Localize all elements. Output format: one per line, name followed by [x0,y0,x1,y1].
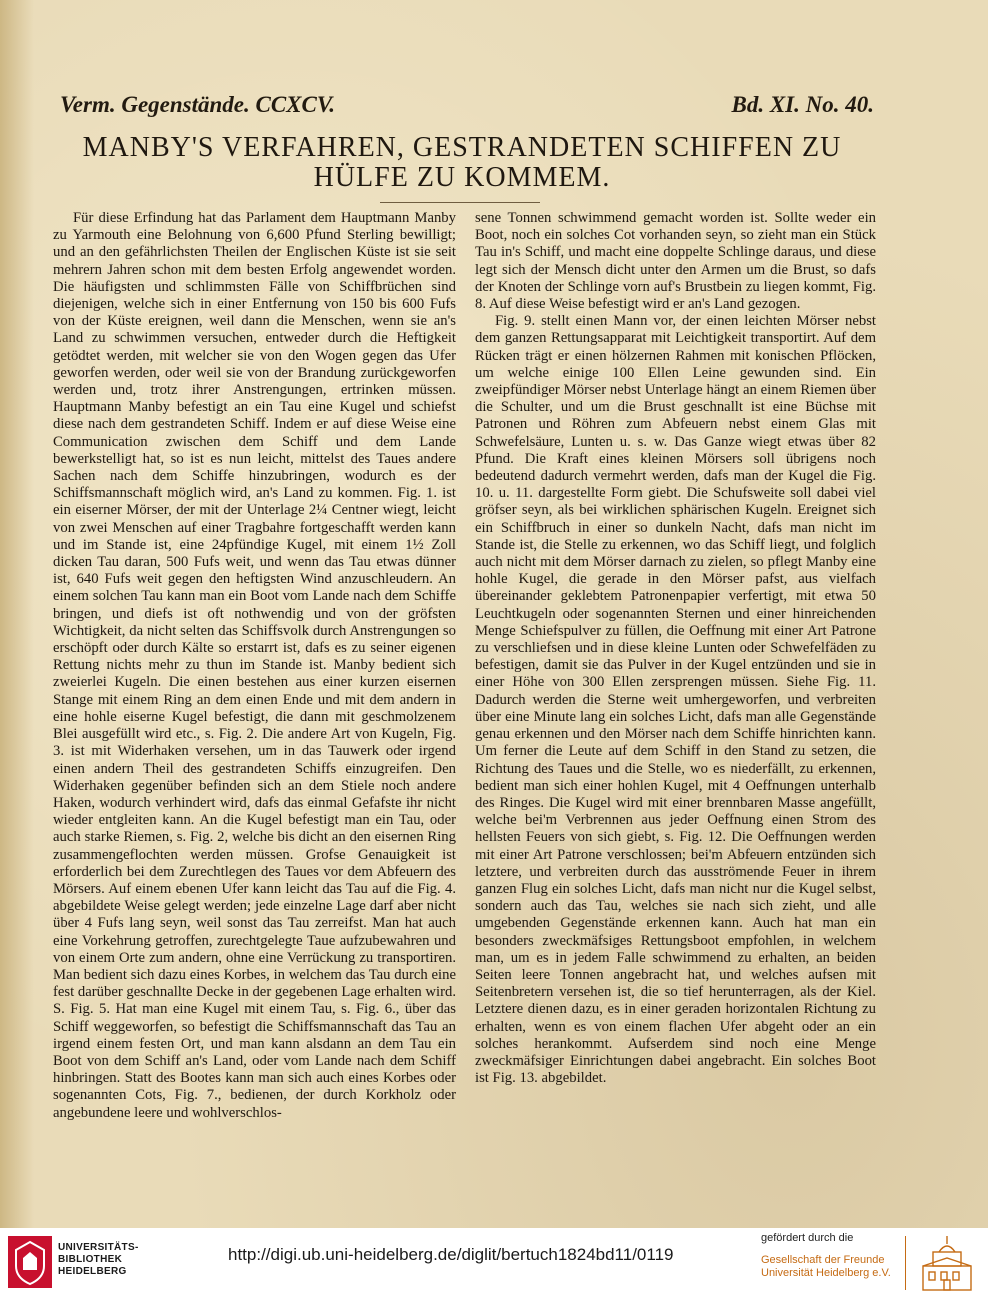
footer-divider [905,1236,906,1290]
paragraph: Fig. 9. stellt einen Mann vor, der einen leichten Mörser nebst dem ganzen Rettungsapparat mit Leichtigkeit transportirt. Auf dem Rücken trägt er einen hölzernen Rahmen mit konischen Pflöcken, um welche einige 100 Ellen Leine gewunden sind. Ein zweipfündiger Mörser nebst Unterlage hängt an einem Riemen über die Schulter, und um die Brust geschnallt ist eine Büchse mit Patronen und Röhren zum Abfeuern nebst einem Glas mit Schwefelsäure, Lunten u. s. w. Das Ganze wiegt etwas über 82 Pfund. Die Kraft eines kleinen Mörsers soll übrigens noch bedeutend dadurch vermehrt werden, dafs man der Kugel die Fig. 10. u. 11. dargestellte Form giebt. Die Schufsweite soll dabei viel gröfser seyn, als bei wirklichen sphärischen Kugeln. Ereignet sich ein Schiffbruch in einer so dunkeln Nacht, dafs man nicht im Stande ist, die Stelle zu erkennen, wo das Schiff liegt, und folglich auch nicht mit dem Mörser darnach zu zielen, so pflegt Manby eine hohle Kugel, die gerade in den Mörser pafst, aus vielfach übereinander geklebtem Patronenpapier verfertigt, mit etwa 50 Leuchtkugeln oder sogenannten Sternen und einer hinreichenden Menge Schiefspulver zu füllen, die Oeffnung mit einer Art Patrone zu verschliefsen und in diese kleine Lunten oder Schwefelfäden zu befestigen, damit sie das Pulver in der Kugel entzünden und sie in einer Höhe von 300 Ellen zersprengen müssen. Siehe Fig. 11. Dadurch werden die Sterne weit umhergeworfen, und verbreiten über eine Minute lang ein solches Licht, dafs man alle Gegenstände genau erkennen und den Mörser nach dem Schiffe hinrichten kann. Um ferner die Leute auf dem Schiff in den Stand zu setzen, die Richtung des Taues und die Stelle, wo es niederfällt, zu erkennen, bedient man sich einer hohlen Kugel, mit 4 Oeffnungen unterhalb des Ringes. Die Kugel wird mit einer brennbaren Masse angefüllt, welche bei'm Verbrennen aus jeder Oeffnung einen Strom des hellsten Feuers von sich giebt, s. Fig. 12. Die Oeffnungen werden mit einer Art Patrone verschlossen; bei'm Abfeuern entzünden sich letztere, und verbreiten durch das ausströmende Feuer in ihrem ganzen Flug ein solches Licht, dafs man nicht nur die Kugel selbst, sondern auch das Tau, welches sie nach sich zieht, und alle umgebenden Gegenstände erkennen kann. Auch hat man ein besonders zweckmäfsiges Rettungsboot empfohlen, in welchem man, um es in jedem Falle schwimmend zu erhalten, an beiden Seiten leere Tonnen angebracht hat, und welches aufsen mit Seitenbretern versehen ist, die so tief herunterragen, als der Kiel. Letztere dienen dazu, es in einer geraden horizontalen Richtung zu erhalten, wenn es von einem flachen Ufer abgeht oder an ein solches herankommt. Aufserdem sind noch eine Menge zweckmäfsiger Einrichtungen dabei angebracht. Ein solches Boot ist Fig. 13. abgebildet. [475,313,876,1087]
university-building-icon[interactable] [915,1232,979,1294]
text-column-left [53,210,456,1122]
university-seal-icon[interactable] [8,1236,52,1288]
library-name-line: HEIDELBERG [58,1266,127,1277]
society-name-line: Gesellschaft der Freunde [761,1254,885,1266]
page-spine-shadow [0,0,34,1228]
library-name[interactable] [58,1242,158,1278]
society-name[interactable] [761,1254,911,1280]
library-name-line: BIBLIOTHEK [58,1254,123,1265]
paragraph: Für diese Erfindung hat das Parlament dem Hauptmann Manby zu Yarmouth eine Belohnung von 6,600 Pfund Sterling bewilligt; und an den gefährlichsten Theilen der Englischen Küste ist sie seit mehrern Jahren schon mit dem besten Erfolg angewendet worden. Die häufigsten und schlimmsten Fälle von Schiffbrüchen sind diejenigen, welche sich in einer Entfernung von 150 bis 600 Fufs von der Küste ereignen, weil dann die Menschen, wenn sie an's Land zu schwimmen versuchen, entweder durch die Heftigkeit getödtet werden, mit welcher sie von den Wogen gegen das Ufer geworfen werden, oder weil sie von der Brandung zurückgeworfen werden und, trotz ihrer Anstrengungen, ertrinken müssen. Hauptmann Manby befestigt an ein Tau eine Kugel und schiefst diese nach dem gestrandeten Schiff. Indem er auf diese Weise eine Communication zwischen dem Schiff und dem Lande bewerkstelligt hat, so ist es nun leicht, mittelst des Taues andere Sachen nach dem Schiffe hinzubringen, wodurch es der Schiffsmannschaft möglich wird, an's Land zu kommen. Fig. 1. ist ein eiserner Mörser, der mit der Unterlage 2¼ Centner wiegt, leicht von zwei Menschen auf einer Tragbahre fortgeschafft werden kann und im Stande ist, eine 24pfündige Kugel, mit einem 1½ Zoll dicken Tau daran, 500 Fufs weit, und wenn das Tau etwas dünner ist, 640 Fufs weit gegen den heftigsten Wind anzuschleudern. An einem solchen Tau kann man ein Boot vom Lande nach dem Schiffe bringen, und diefs ist oft nothwendig und von der gröfsten Wichtigkeit, da nicht selten das Schiffsvolk durch Anstrengungen so erschöpft oder durch Kälte so erstarrt ist, dafs es zu seiner eigenen Rettung nichts mehr zu thun im Stande ist. Manby bedient sich zweierlei Kugeln. Die einen bestehen aus einer kurzen eisernen Stange mit einem Ring an dem einen Ende und mit dem andern in eine hohle eiserne Kugel befestigt, die dann mit geschmolzenem Blei ausgefüllt wird etc., s. Fig. 2. Die andere Art von Kugeln, Fig. 3. ist mit Widerhaken versehen, um in das Tauwerk oder irgend einen andern Theil des gestrandeten Schiffs einzugreifen. Den Widerhaken gegenüber befinden sich an dem Stiele noch andere Haken, wodurch verhindert wird, dafs das einmal Gefafste ihr nicht wieder entgleiten kann. An die Kugel befestigt man ein Tau, oder auch starke Riemen, s. Fig. 2, welche bis dicht an den eisernen Ring zusammengeflochten werden müssen. Grofse Genauigkeit ist erforderlich bei dem Zurechtlegen des Taues vor dem Abfeuern des Mörsers. Auf einem ebenen Ufer kann leicht das Tau auf die Fig. 4. abgebildete Weise gelegt werden; jede einzelne Lage darf aber nicht über 4 Fufs lang seyn, weil sonst das Tau zerreifst. Man hat auch eine Vorkehrung getroffen, zurechtgelegte Taue aufzubewahren und von einem Orte zum andern, ohne eine Verrückung zu transportiren. Man bedient sich dazu eines Korbes, in welchem das Tau durch eine fest darüber geschnallte Decke in der gegebenen Lage erhalten wird. S. Fig. 5. Hat man eine Kugel mit einem Tau, s. Fig. 6., über das Schiff weggeworfen, so befestigt die Schiffsmannschaft das Tau an irgend einem festen Ort, und man kann alsdann an dem Tau ein Boot von dem Schiff an's Land, oder vom Lande nach dem Schiff hinbringen. Statt des Bootes kann man sich auch eines Korbes oder sogenannten Cots, Fig. 7., bedienen, der durch Korkholz oder angebundene leere und wohlverschlos- [53,210,456,1121]
permalink-url[interactable]: http://digi.ub.uni-heidelberg.de/diglit/bertuch1824bd11/0119 [228,1245,674,1264]
article-title: MANBY'S VERFAHREN, GESTRANDETEN SCHIFFEN ZU HÜLFE ZU KOMMEM. [82,132,842,193]
society-name-line: Universität Heidelberg e.V. [761,1267,891,1279]
running-head-left: Verm. Gegenstände. CCXCV. [60,92,335,117]
funded-by-label: gefördert durch die [761,1232,854,1244]
title-rule [380,202,540,203]
library-name-line: UNIVERSITÄTS- [58,1242,139,1253]
running-head [60,92,874,126]
footer-bar [0,1228,988,1297]
paragraph: sene Tonnen schwimmend gemacht worden ist. Sollte weder ein Boot, noch ein solches Cot vorhanden seyn, so zieht man ein Stück Tau in's Schiff, und macht eine doppelte Schlinge daraus, und diese legt sich der Mensch dicht unter den Armen um die Brust, so dafs der Knoten der Schlinge vorn auf's Brustbein zu liegen kommt, Fig. 8. Auf diese Weise befestigt wird er an's Land gezogen. [475,210,876,313]
running-head-right: Bd. XI. No. 40. [731,92,874,117]
text-column-right [475,210,876,1087]
